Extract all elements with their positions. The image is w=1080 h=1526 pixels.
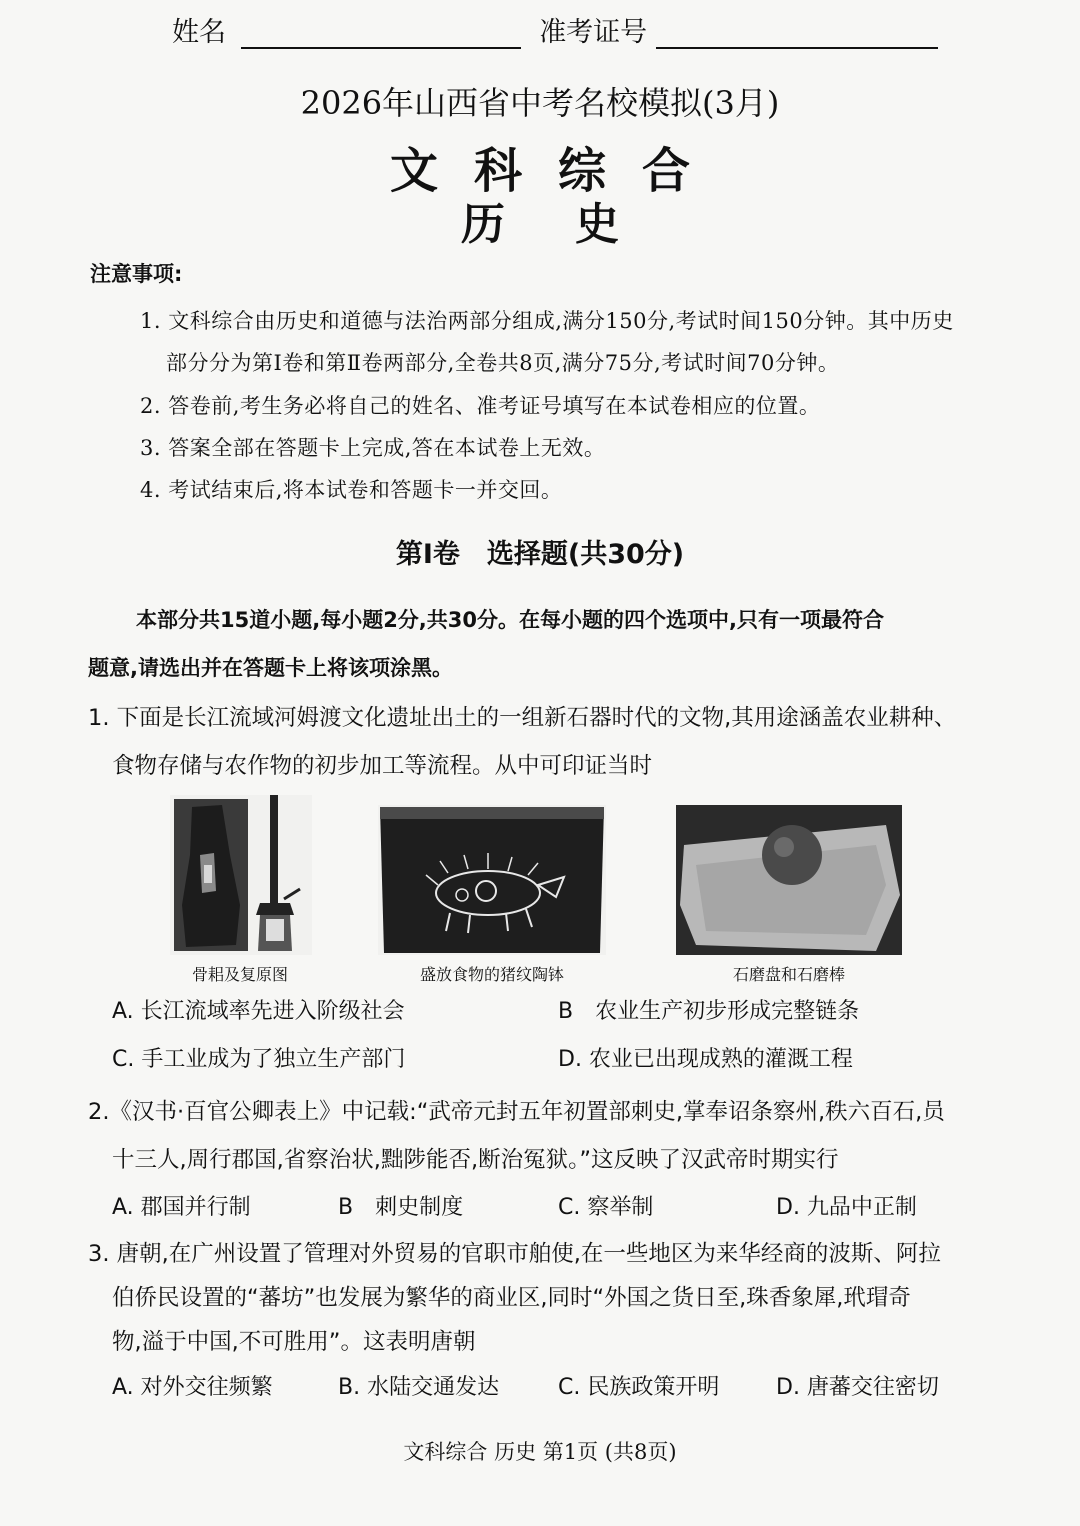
name-label: 姓名 (172, 17, 226, 48)
q3-option-c[interactable]: C. 民族政策开明 (558, 1375, 720, 1400)
q2-option-b[interactable]: B 刺史制度 (338, 1195, 464, 1220)
subsubject-title: 历史 (461, 199, 689, 250)
note-item-1: 1. 文科综合由历史和道德与法治两部分组成,满分150分,考试时间150分钟。其中历史 (140, 309, 954, 333)
q3-option-d[interactable]: D. 唐蕃交往密切 (776, 1375, 939, 1400)
q1-stem-2: 食物存储与农作物的初步加工等流程。从中可印证当时 (112, 753, 653, 779)
note-item-4: 4. 考试结束后,将本试卷和答题卡一并交回。 (140, 478, 563, 502)
notes-heading: 注意事项: (90, 262, 183, 286)
q3-option-a[interactable]: A. 对外交往频繁 (112, 1375, 273, 1400)
q1-option-d[interactable]: D. 农业已出现成熟的灌溉工程 (558, 1047, 853, 1072)
note-item-1-cont: 部分分为第Ⅰ卷和第Ⅱ卷两部分,全卷共8页,满分75分,考试时间70分钟。 (166, 351, 840, 375)
q2-stem-2: 十三人,周行郡国,省察治状,黜陟能否,断治冤狱。”这反映了汉武帝时期实行 (112, 1147, 839, 1173)
exam-id-blank (656, 21, 938, 49)
caption-bone-spade: 骨耜及复原图 (191, 965, 288, 984)
q3-stem-3: 物,溢于中国,不可胜用”。这表明唐朝 (112, 1329, 476, 1355)
subject-title: 文科综合 (389, 143, 726, 199)
caption-pig-bowl: 盛放食物的猪纹陶钵 (419, 965, 564, 984)
bone-spade-image (170, 795, 312, 955)
q1-option-c[interactable]: C. 手工业成为了独立生产部门 (112, 1047, 406, 1072)
exam-id-label: 准考证号 (539, 17, 648, 48)
note-item-2: 2. 答卷前,考生务必将自己的姓名、准考证号填写在本试卷相应的位置。 (140, 394, 821, 418)
name-blank (241, 21, 521, 49)
q1-stem-1: 1. 下面是长江流域河姆渡文化遗址出土的一组新石器时代的文物,其用途涵盖农业耕种、 (88, 705, 957, 731)
exam-title: 2026年山西省中考名校模拟(3月) (300, 84, 780, 122)
q2-option-c[interactable]: C. 察举制 (558, 1195, 654, 1220)
header-row (172, 10, 938, 49)
q3-stem-1: 3. 唐朝,在广州设置了管理对外贸易的官职市舶使,在一些地区为来华经商的波斯、阿拉 (88, 1241, 941, 1267)
q2-option-d[interactable]: D. 九品中正制 (776, 1195, 917, 1220)
pig-pottery-bowl-image (378, 805, 606, 955)
page-footer: 文科综合 历史 第1页 (共8页) (403, 1440, 677, 1464)
section-title: 第Ⅰ卷 选择题(共30分) (395, 539, 685, 570)
caption-grinding-stone: 石磨盘和石磨棒 (732, 965, 845, 984)
section-instruction-1: 本部分共15道小题,每小题2分,共30分。在每小题的四个选项中,只有一项最符合 (136, 608, 884, 632)
note-item-3: 3. 答案全部在答题卡上完成,答在本试卷上无效。 (140, 436, 606, 460)
grinding-stone-image (676, 805, 902, 955)
q1-option-b[interactable]: B 农业生产初步形成完整链条 (558, 999, 860, 1024)
q2-option-a[interactable]: A. 郡国并行制 (112, 1195, 251, 1220)
q2-stem-1: 2.《汉书·百官公卿表上》中记载:“武帝元封五年初置部刺史,掌奉诏条察州,秩六百石,员 (88, 1099, 945, 1125)
q1-option-a[interactable]: A. 长江流域率先进入阶级社会 (112, 999, 405, 1024)
q3-stem-2: 伯侨民设置的“蕃坊”也发展为繁华的商业区,同时“外国之货日至,珠香象犀,玳瑁奇 (112, 1285, 911, 1311)
section-instruction-2: 题意,请选出并在答题卡上将该项涂黑。 (88, 656, 453, 680)
q3-option-b[interactable]: B. 水陆交通发达 (338, 1375, 500, 1400)
